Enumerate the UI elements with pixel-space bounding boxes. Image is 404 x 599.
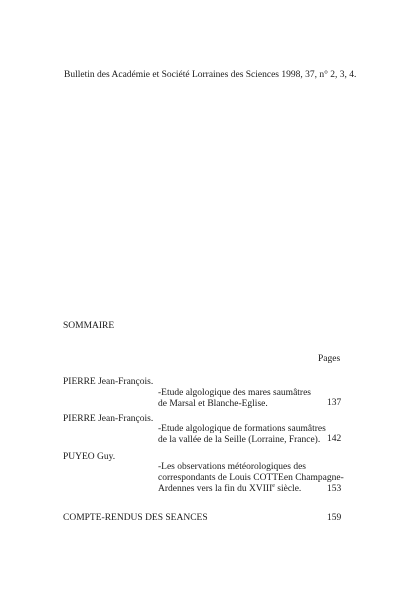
entry-author: PIERRE Jean-François.: [63, 414, 154, 424]
summary-title: SOMMAIRE: [63, 321, 115, 331]
entry-title: [158, 388, 311, 410]
superscript: e: [272, 482, 275, 489]
entry-author: PIERRE Jean-François.: [63, 377, 154, 387]
pages-column-label: Pages: [318, 354, 341, 364]
entry-page-number: 153: [327, 484, 342, 494]
reports-page-number: 159: [327, 513, 342, 523]
bulletin-citation: Bulletin des Académie et Société Lorraines des Sciences 1998, 37, n° 2, 3, 4.: [64, 70, 357, 80]
entry-title: [158, 424, 326, 446]
entry-page-number: 137: [327, 398, 342, 408]
entry-title-line: -Etude algologique de formations saumâtres: [158, 424, 326, 434]
entry-title-line: correspondants de Louis COTTEen Champagne-: [158, 472, 344, 483]
entry-title-line: [158, 484, 344, 495]
entry-title-text: Ardennes vers la fin du XVIII: [158, 483, 273, 494]
entry-title-text: siècle.: [274, 483, 302, 494]
entry-title-line: -Etude algologique des mares saumâtres: [158, 388, 312, 398]
entry-title-line: -Les observations météorologiques des: [158, 462, 307, 472]
reports-label: COMPTE-RENDUS DES SEANCES: [63, 513, 208, 523]
entry-title-line: de la vallée de la Seille (Lorraine, France).: [158, 434, 321, 445]
entry-page-number: 142: [327, 434, 342, 444]
entry-title: [158, 462, 344, 494]
entry-title-line: de Marsal et Blanche-Eglise.: [158, 398, 268, 409]
entry-author: PUYEO Guy.: [63, 452, 116, 462]
